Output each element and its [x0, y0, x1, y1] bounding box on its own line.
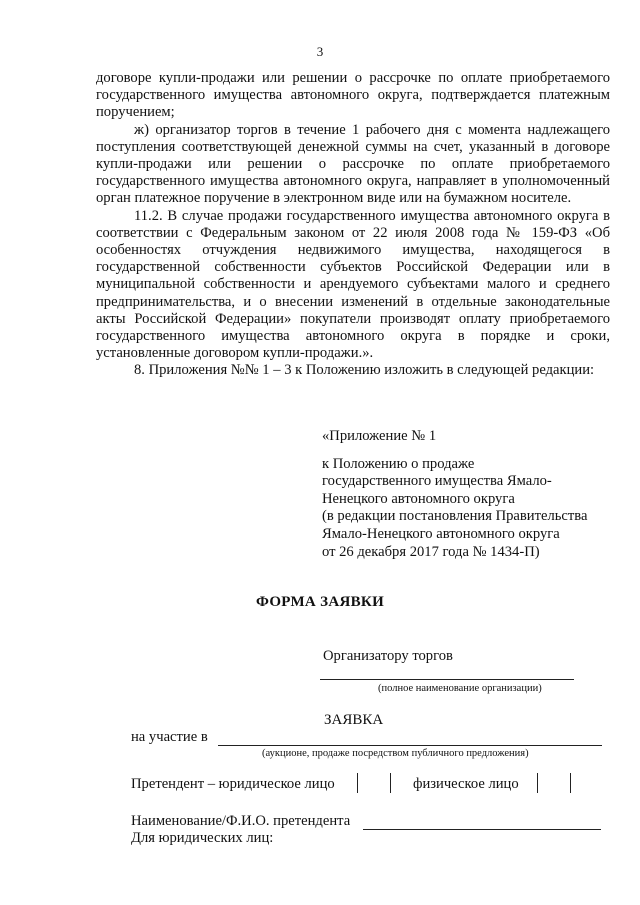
body-text: [96, 70, 610, 380]
appendix-line: государственного имущества Ямало-: [322, 473, 552, 490]
name-line[interactable]: [363, 829, 601, 830]
applicant-natural-label: физическое лицо: [413, 776, 519, 792]
application-word: ЗАЯВКА: [324, 712, 384, 728]
paragraph-continuation: договоре купли-продажи или решении о рассрочке по оплате приобретаемого государственного имущества автономного округа, подтверждается платежным поручением;: [96, 70, 610, 121]
participation-label: на участие в: [131, 729, 208, 745]
page-number: 3: [316, 44, 324, 59]
paragraph-8: 8. Приложения №№ 1 – 3 к Положению изложить в следующей редакции:: [134, 362, 595, 379]
paragraph-11-2: 11.2. В случае продажи государственного имущества автономного округа в соответствии с Федеральным законом от 22 июля 2008 года № 159-ФЗ «Об особенностях отчуждения недвижимого имущества, находящегося в государственной собственности субъектов Российской Федерации или в муниципальной собственности и арендуемого субъектами малого и среднего предпринимательства, и о внесении изменений в отдельные законодательные акты Российской Федерации» покупатели производят оплату приобретаемого государственного имущества автономного округа в порядке и сроки, установленные договором купли-продажи.».: [96, 207, 610, 362]
addressee-line[interactable]: [320, 679, 574, 680]
addressee-caption: (полное наименование организации): [378, 683, 542, 694]
appendix-line: к Положению о продаже: [322, 455, 475, 472]
participation-line[interactable]: [218, 745, 602, 746]
name-label: Наименование/Ф.И.О. претендента: [131, 813, 351, 829]
appendix-line: от 26 декабря 2017 года № 1434-П): [322, 543, 540, 560]
appendix-line: Ямало-Ненецкого автономного округа: [322, 525, 560, 542]
legal-checkbox-right[interactable]: [390, 773, 391, 793]
paragraph-item-zh: ж) организатор торгов в течение 1 рабочего дня с момента надлежащего поступления соответствующей денежной суммы на счет, указанный в договоре купли-продажи или решении о рассрочке по оплате приобретаемого государственного имущества автономного округа, направляет в уполномоченный орган платежное поручение в электронном виде или на бумажном носителе.: [96, 121, 610, 207]
participation-caption: (аукционе, продаже посредством публичного предложения): [262, 748, 529, 759]
appendix-header: [322, 428, 622, 561]
addressee-label: Организатору торгов: [323, 648, 453, 664]
natural-checkbox-right[interactable]: [570, 773, 571, 793]
appendix-title: «Приложение № 1: [322, 428, 437, 444]
legal-checkbox-left[interactable]: [357, 773, 358, 793]
natural-checkbox-left[interactable]: [537, 773, 538, 793]
form-title: ФОРМА ЗАЯВКИ: [255, 594, 385, 610]
applicant-legal-label: Претендент – юридическое лицо: [131, 776, 335, 792]
appendix-line: Ненецкого автономного округа: [322, 490, 515, 507]
appendix-line: (в редакции постановления Правительства: [322, 508, 588, 525]
legal-entities-label: Для юридических лиц:: [131, 830, 274, 846]
